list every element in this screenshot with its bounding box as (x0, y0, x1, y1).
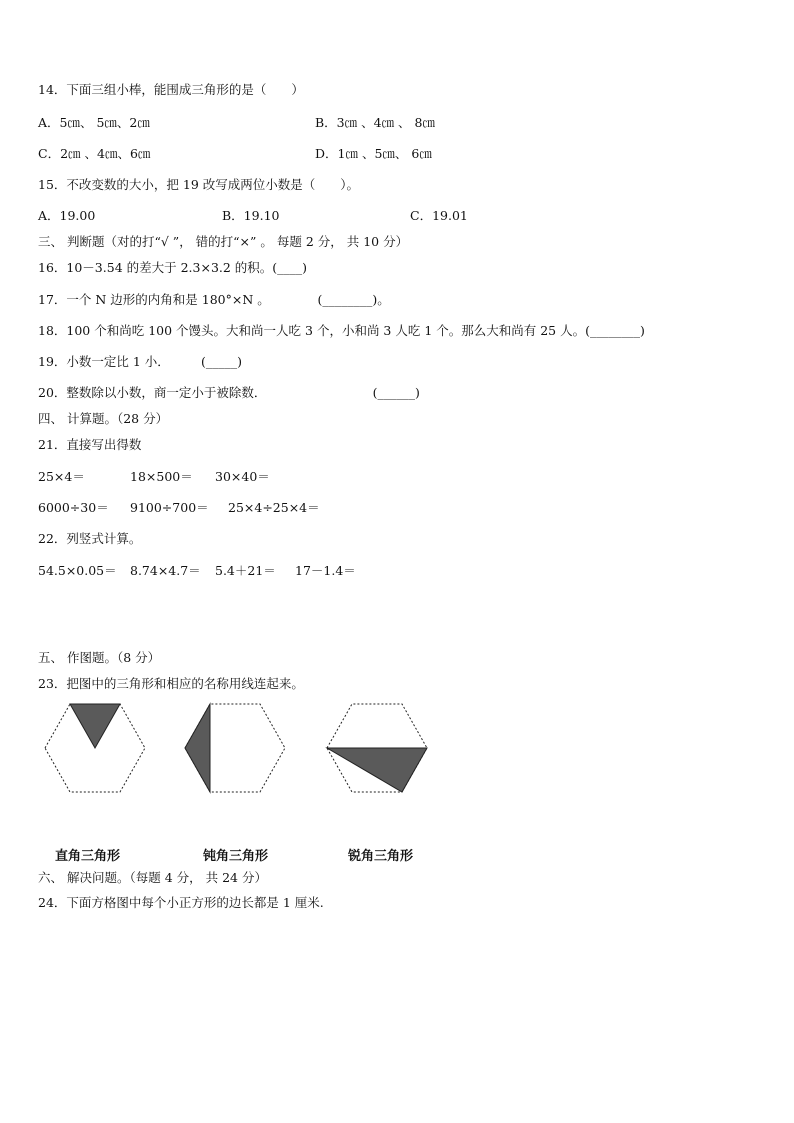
question-16: 16．10－3.54 的差大于 2.3×3.2 的积。(____) (38, 260, 308, 275)
q14-option-a: A．5㎝、 5㎝、2㎝ (38, 115, 150, 130)
q22-item: 5.4＋21＝ (215, 563, 276, 578)
section-4-heading: 四、 计算题。（28 分） (38, 411, 169, 426)
q21-item: 30×40＝ (215, 469, 270, 484)
section-5-heading: 五、 作图题。（8 分） (38, 650, 161, 665)
q22-item: 17－1.4＝ (295, 563, 356, 578)
q21-item: 25×4＝ (38, 469, 85, 484)
question-18: 18．100 个和尚吃 100 个馒头。大和尚一人吃 3 个，小和尚 3 人吃 1 个。那么大和尚有 25 人。(________) (38, 323, 645, 338)
caption-right-triangle: 直角三角形 (55, 849, 121, 864)
shaded-triangle-2 (185, 704, 210, 792)
hexagon-figure-2 (185, 704, 285, 792)
question-24: 24．下面方格图中每个小正方形的边长都是 1 厘米. (38, 895, 324, 910)
q21-item: 6000÷30＝ (38, 500, 109, 515)
hexagon-figure-3 (327, 704, 427, 792)
triangle-figures (30, 690, 450, 810)
hexagon-figure-1 (45, 704, 145, 792)
q15-option-c: C．19.01 (410, 208, 468, 223)
question-14-stem: 14．下面三组小棒，能围成三角形的是（ ） (38, 82, 304, 97)
question-20: 20．整数除以小数，商一定小于被除数． (______) (38, 385, 420, 400)
q21-item: 18×500＝ (130, 469, 193, 484)
question-21-stem: 21．直接写出得数 (38, 437, 142, 452)
caption-acute-triangle: 锐角三角形 (348, 849, 414, 864)
caption-obtuse-triangle: 钝角三角形 (203, 849, 269, 864)
question-23-stem: 23．把图中的三角形和相应的名称用线连起来。 (38, 676, 304, 691)
question-15-stem: 15．不改变数的大小，把 19 改写成两位小数是（ ）。 (38, 177, 360, 192)
section-6-heading: 六、 解决问题。（每题 4 分， 共 24 分） (38, 870, 267, 885)
section-3-heading: 三、 判断题（对的打“√ ”， 错的打“×” 。 每题 2 分， 共 10 分） (38, 234, 409, 249)
shaded-triangle-3 (327, 748, 427, 792)
q21-item: 9100÷700＝ (130, 500, 209, 515)
q14-option-c: C．2㎝ 、4㎝、6㎝ (38, 146, 151, 161)
question-22-stem: 22．列竖式计算。 (38, 531, 142, 546)
q14-option-b: B．3㎝ 、4㎝ 、 8㎝ (315, 115, 435, 130)
shaded-triangle-1 (70, 704, 120, 748)
question-19: 19．小数一定比 1 小． (_____) (38, 354, 243, 369)
q21-item: 25×4÷25×4＝ (228, 500, 320, 515)
q22-item: 54.5×0.05＝ (38, 563, 117, 578)
q14-option-d: D．1㎝ 、5㎝、 6㎝ (315, 146, 432, 161)
q15-option-b: B．19.10 (222, 208, 280, 223)
q15-option-a: A．19.00 (38, 208, 96, 223)
q22-item: 8.74×4.7＝ (130, 563, 201, 578)
question-17: 17．一个 N 边形的内角和是 180°×N 。 (________)。 (38, 292, 390, 307)
